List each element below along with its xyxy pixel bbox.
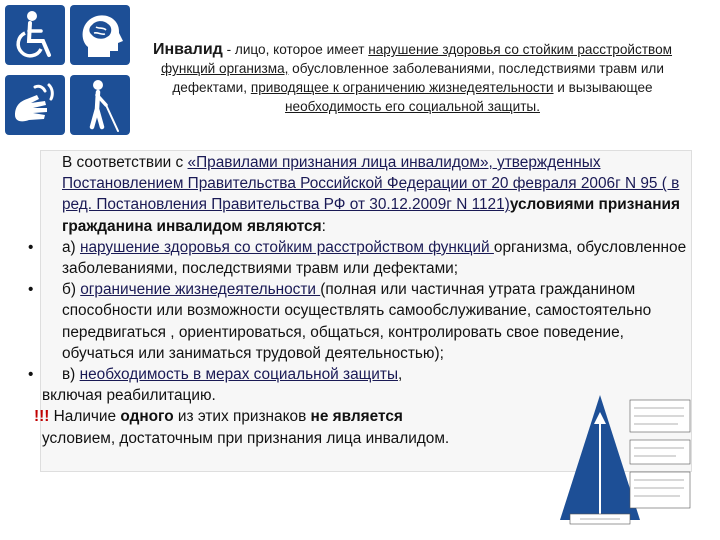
item-b-prefix: б) bbox=[62, 281, 81, 299]
head-brain-icon bbox=[70, 5, 130, 65]
definition-text-2: обусловленное заболеваниями, последствиями травм или дефектами, bbox=[172, 61, 664, 95]
item-c-prefix: в) bbox=[62, 366, 80, 384]
note-bold-one: одного bbox=[120, 408, 174, 426]
definition-underlined-1: нарушение здоровья со стойким расстройством функций организма, bbox=[161, 42, 673, 76]
item-a-text: организма, обусловленное заболеваниями, последствиями травм или дефектами; bbox=[62, 238, 687, 278]
item-b-text: (полная или частичная утрата гражданином способности или возможности осуществлять самообслуживание, самостоятельно передвигаться , ориентироваться, общаться, контролировать свое поведение, обучаться или заниматься трудовой деятельностью); bbox=[62, 281, 652, 362]
bullet-b: • bbox=[28, 281, 34, 299]
note-text-1: Наличие bbox=[49, 408, 121, 426]
blind-person-icon bbox=[70, 75, 130, 135]
definition-block bbox=[150, 40, 675, 116]
definition-underlined-2: приводящее к ограничению жизнедеятельности bbox=[250, 80, 554, 95]
note-text-3: условием, достаточным при признания лица инвалидом. bbox=[42, 429, 450, 447]
definition-term: Инвалид bbox=[152, 41, 223, 58]
rules-link[interactable]: «Правилами признания лица инвалидом», утвержденных Постановлением Правительства Российской Федерации от 20 февраля 2006г N 95 ( в ред. Постановления Правительства РФ от 30.12.2009г N 1121) bbox=[62, 154, 680, 214]
definition-underlined-3: необходимость его социальной защиты. bbox=[285, 99, 540, 114]
sign-language-icon bbox=[5, 75, 65, 135]
intro-paragraph bbox=[20, 152, 700, 237]
list-item-a bbox=[20, 237, 700, 279]
pyramid-label-box-bottom bbox=[630, 472, 690, 508]
bullet-c: • bbox=[28, 366, 34, 384]
pyramid-label-box-middle bbox=[630, 440, 690, 464]
wheelchair-icon bbox=[5, 5, 65, 65]
list-item-c bbox=[20, 364, 700, 385]
item-c-text: , bbox=[398, 366, 403, 384]
needs-pyramid-diagram bbox=[560, 390, 720, 530]
item-a-prefix: а) bbox=[62, 238, 80, 256]
intro-colon: : bbox=[321, 217, 326, 235]
item-a-link[interactable]: нарушение здоровья со стойким расстройством функций bbox=[79, 238, 494, 256]
definition-text-3: и вызывающее bbox=[553, 80, 653, 95]
definition-text: - лицо, которое имеет bbox=[222, 42, 369, 57]
bullet-a: • bbox=[28, 238, 34, 256]
rehab-text: включая реабилитацию. bbox=[42, 387, 216, 405]
disability-icons bbox=[0, 5, 135, 135]
note-bold-not: не является bbox=[310, 408, 403, 426]
conditions-bold: условиями признания гражданина инвалидом являются bbox=[62, 196, 680, 235]
note-text-2: из этих признаков bbox=[173, 408, 311, 426]
alert-marks: !!! bbox=[34, 408, 50, 426]
item-b-link[interactable]: ограничение жизнедеятельности bbox=[80, 281, 321, 299]
intro-lead: В соответствии с bbox=[62, 154, 188, 171]
item-c-link[interactable]: необходимость в мерах социальной защиты bbox=[79, 366, 399, 384]
list-item-b bbox=[20, 279, 700, 364]
